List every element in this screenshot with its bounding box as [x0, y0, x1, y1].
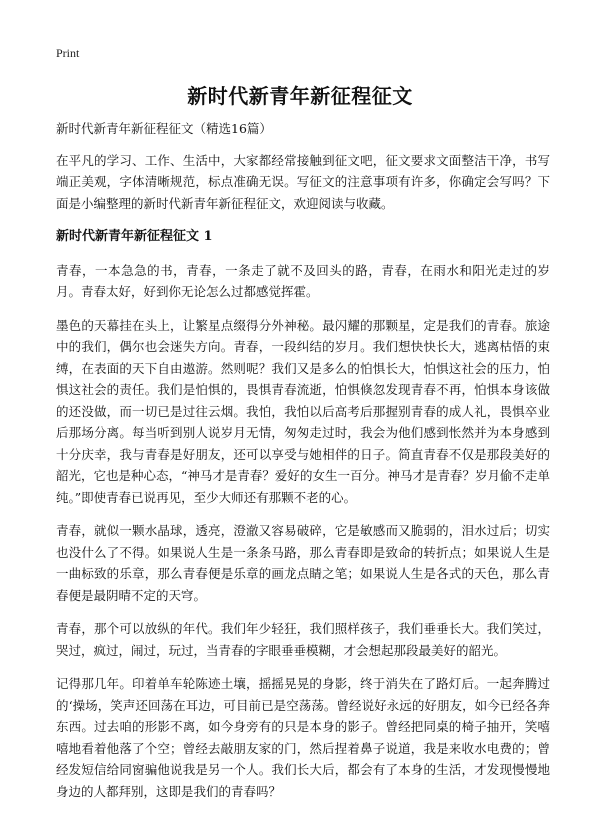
body-paragraph: 记得那几年。印着单车轮陈迹土壤，摇摇晃晃的身影，终于消失在了路灯后。一起奔腾过的‘操场，笑声还回荡在耳边，可目前已是空荡荡。曾经说好永远的好朋友，如今已经各奔东西。过去咱的形影不离，如今身旁有的只是本身的影子。曾经把同桌的椅子抽开，笑嘻嘻地看着他落了个空；曾经去敲朋友家的门，然后捏着鼻子说道，我是来收水电费的；曾经发短信给同窗骗他说我是另一个人。我们长大后，都会有了本身的生活，才发现慢慢地身边的人都拜别，这即是我们的青春吗？: [56, 676, 550, 799]
body-paragraph: 青春，就似一颗水晶球，透亮，澄澈又容易破碎，它是敏感而又脆弱的，泪水过后；切实也没什么了不得。如果说人生是一条条马路，那么青春即是致命的转折点；如果说人生是一曲标致的乐章，那么青春便是乐章的画龙点睛之笔；如果说人生是各式的天色，那么青春便是最阴晴不定的天穹。: [56, 523, 550, 603]
intro-paragraph: 在平凡的学习、工作、生活中，大家都经常接触到征文吧，征文要求文面整洁干净，书写端正美观，字体清晰规范，标点准确无误。写征文的注意事项有许多，你确定会写吗？下面是小编整理的新时代新青年新征程征文，欢迎阅读与收藏。: [56, 152, 550, 211]
body-paragraph: 墨色的天幕挂在头上，让繁星点缀得分外神秘。最闪耀的那颗星，定是我们的青春。旅途中的我们，偶尔也会迷失方向。青春，一段纠结的岁月。我们想快快长大，逃离枯悟的束缚，在表面的天下自由遨游。然则呢？我们又是多么的怕惧长大，怕惧这社会的压力，怕惧这社会的责任。我们是怕惧的，畏惧青春流逝，怕惧倏忽发现青春不再，怕惧本身该做的还没做，而一切已是过往云烟。我怕，我怕以后高考后那握别青春的成人礼，畏惧卒业后那场分离。每当听到别人说岁月无情，匆匆走过时，我会为他们感到怅然并为本身感到十分庆幸，我与青春是好朋友，还可以享受与她相伴的日子。简直青春不仅是那段美好的韶光，它也是种心态，“神马才是青春？爱好的女生一百分。神马才是青春？岁月偷不走单纯。”即使青春已说再见，至少大师还有那颗不老的心。: [56, 317, 550, 505]
document-title: 新时代新青年新征程征文: [187, 84, 413, 108]
body-paragraph: 青春，那个可以放纵的年代。我们年少轻狂，我们照样孩子，我们垂垂长大。我们笑过，哭过，疯过，闹过，玩过，当青春的字眼垂垂模糊，才会想起那段最美好的韶光。: [56, 621, 550, 658]
print-link[interactable]: Print: [56, 46, 80, 60]
document-body: [56, 118, 550, 814]
section-heading: 新时代新青年新征程征文 1: [56, 229, 213, 244]
body-paragraph: 青春，一本急急的书，青春，一条走了就不及回头的路，青春，在雨水和阳光走过的岁月。青春太好，好到你无论怎么过都感觉挥霍。: [56, 262, 550, 299]
document-subtitle: 新时代新青年新征程征文（精选16篇）: [56, 121, 272, 136]
